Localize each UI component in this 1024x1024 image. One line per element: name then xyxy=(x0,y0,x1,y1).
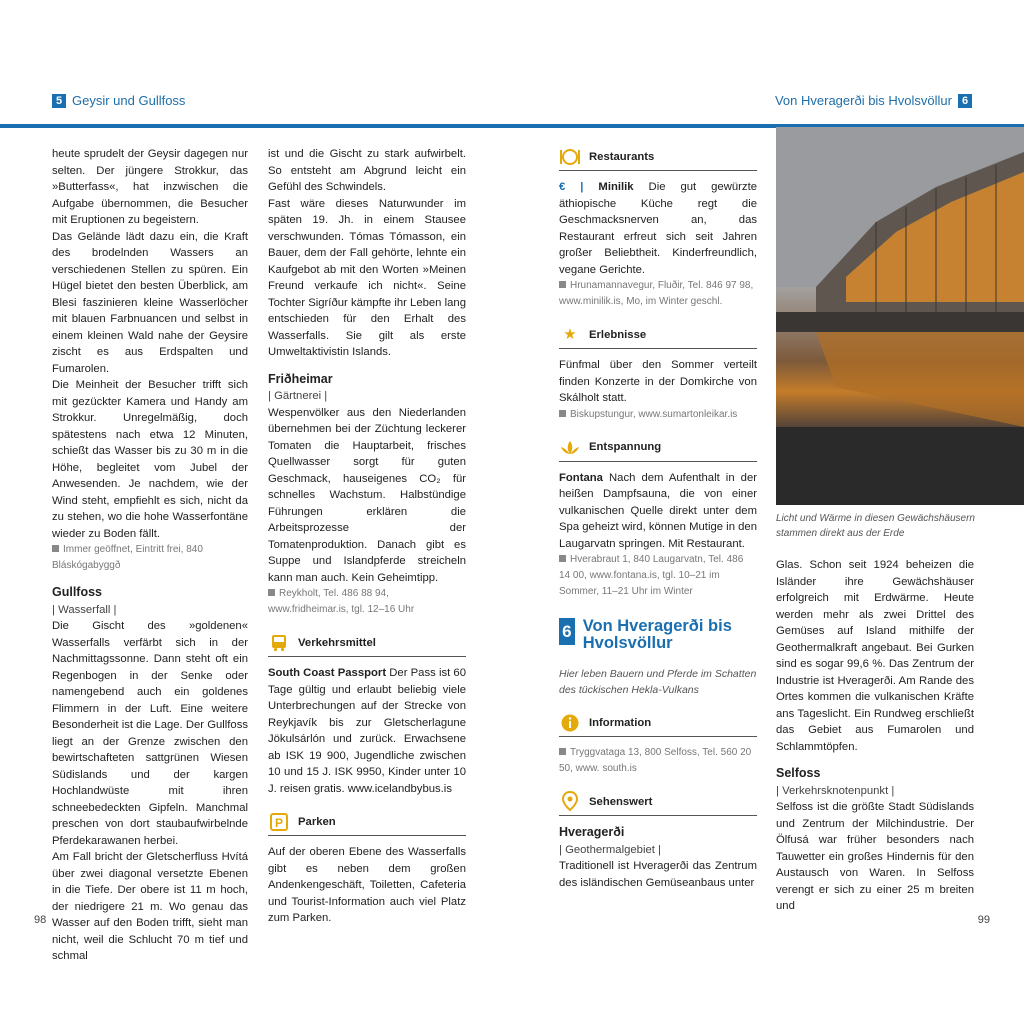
column-1 xyxy=(52,146,248,965)
subheading-hveragerdi: Hveragerði xyxy=(559,825,625,839)
subheading-gullfoss: Gullfoss xyxy=(52,585,103,599)
section-intro: Hier leben Bauern und Pferde im Schatten des tückischen Hekla-Vulkans xyxy=(559,668,757,696)
box-heading-transport: Verkehrsmittel xyxy=(268,632,466,657)
info-square-icon xyxy=(559,410,566,417)
paragraph: Am Fall bricht der Gletscherfluss Hvítá über zwei diagonal versetzte Ebenen in die Tiefe. Der obere ist 11 m hoch, der niedrigere 21 m. Wo genau das Wasser auf den Boden trifft, sieht man nicht, weil die Schlucht 70 m tief und schmal xyxy=(52,851,248,962)
column-3 xyxy=(559,146,757,891)
info-square-icon xyxy=(52,545,59,552)
box-heading-parking: P Parken xyxy=(268,811,466,836)
paragraph: Die Gischt des »goldenen« Wasserfalls verfärbt sich in der Nachmittagssonne. Dann steht oft ein Regenbogen in der Senke oder namengebend auch ein goldenes Flimmern in der Luft. Eine weitere Besonderheit ist die Lage. Der Gullfoss liegt an der Grenze zwischen den bewirtschafteten sattgrünen Wiesen Südislands und der kargen Hochlandwüste mit ihren schneebedeckten Gipfeln. Manchmal preschen von dort staubaufwirbelnde Pferdekarawanen herbei. xyxy=(52,620,248,847)
info-square-icon xyxy=(559,281,566,288)
greenhouse-photo xyxy=(776,127,1024,505)
category-tag: | Gärtnerei | xyxy=(268,390,328,402)
info-line: Biskupstungur, www.sumartonleikar.is xyxy=(559,407,757,423)
info-line: Hrunamannavegur, Fluðir, Tel. 846 97 98, www.minilik.is, Mo, im Winter geschl. xyxy=(559,280,754,307)
column-4 xyxy=(776,557,974,915)
chapter-title-right: Von Hveragerði bis Hvolsvöllur xyxy=(774,93,952,108)
parking-icon xyxy=(268,811,290,833)
paragraph: Selfoss ist die größte Stadt Südislands und Zentrum der Milchindustrie. Der Ölfusá war früher besonders nach Tauwetter ein großes Hindernis für den Austausch von Waren. In Selfoss verengt er sich zu einer 25 m breiten und xyxy=(776,801,974,912)
category-tag: | Verkehrsknotenpunkt | xyxy=(776,784,895,797)
info-square-icon xyxy=(559,748,566,755)
column-2 xyxy=(268,146,466,927)
box-heading-restaurants: Restaurants xyxy=(559,146,757,171)
running-header-right xyxy=(775,93,972,108)
star-icon: ★ xyxy=(563,325,577,343)
info-line: Hverabraut 1, 840 Laugarvatn, Tel. 486 14 00, www.fontana.is, tgl. 10–21 im Sommer, 11–21 Uhr im Winter xyxy=(559,554,744,597)
box-heading-experiences: ★ Erlebnisse xyxy=(559,324,757,349)
paragraph: South Coast Passport Der Pass ist 60 Tage gültig und erlaubt beliebig viele Unterbrechungen auf der Strecke von Reykjavík bis zur Gletscherlagune Jökulsárlón und zurück. Erwachsene ab ISK 19 900, Jugendliche zwischen 10 und 15 J. ISK 9950, Kinder unter 10 J. reisen gratis. www.icelandbybus.is xyxy=(268,667,466,795)
box-heading-sights: Sehenswert xyxy=(559,791,757,816)
lotus-icon xyxy=(559,437,581,459)
box-heading-relaxation: Entspannung xyxy=(559,437,757,462)
info-line: Immer geöffnet, Eintritt frei, 840 Bláskógabyggð xyxy=(52,544,203,571)
page-number-left: 98 xyxy=(34,914,47,926)
running-header-left xyxy=(52,93,185,108)
map-pin-icon xyxy=(559,791,581,813)
chapter-number-left: 5 xyxy=(52,94,66,108)
info-line: Tryggvatagа 13, 800 Selfoss, Tel. 560 20 50, www. south.is xyxy=(559,747,752,774)
svg-text:P: P xyxy=(274,816,284,830)
info-line: Reykholt, Tel. 486 88 94, www.fridheimar.is, tgl. 12–16 Uhr xyxy=(268,588,415,615)
subheading-selfoss: Selfoss xyxy=(776,766,821,780)
paragraph: € | Minilik Die gut gewürzte äthiopische Küche regt die Geschmacksnerven an, das Restaurant erfreut sich seit Jahren großer Beliebtheit. Kinderfreundlich, vegane Gerichte. xyxy=(559,181,757,276)
paragraph: ist und die Gischt zu stark aufwirbelt. So entsteht am Abgrund leicht ein Gefühl des Schwindels. xyxy=(268,148,466,193)
section-heading xyxy=(559,618,757,652)
paragraph: Fünfmal über den Sommer verteilt finden Konzerte in der Domkirche von Skálholt statt. xyxy=(559,359,757,404)
page-number-right: 99 xyxy=(977,914,990,926)
paragraph: Fontana Nach dem Aufenthalt in der heißen Dampfsauna, die von einer vulkanischen Quelle direkt unter dem Spa geheizt wird, können Mutige in den Laugarvatn springen. Mit Restaurant. xyxy=(559,471,757,550)
info-icon xyxy=(559,712,581,734)
info-square-icon xyxy=(559,555,566,562)
category-tag: | Wasserfall | xyxy=(52,603,117,616)
section-number: 6 xyxy=(559,618,575,645)
fork-plate-icon xyxy=(559,146,581,168)
paragraph: Glas. Schon seit 1924 beheizen die Isländer ihre Gewächshäuser erfolgreich mit Erdwärme. Heute werden mehr als zwei Drittel des Gemüses auf Island mithilfe der Geothermalkraft angebaut. Bei Gurken sind es sogar 99,6 %. Das Zentrum der Industrie ist Hveragerði. Am Rande des Ortes kommen die vulkanischen Kräfte ans Tageslicht. Ein Rundweg erschließt das Gebiet aus Fumarolen und Schlammtöpfen. xyxy=(776,559,974,753)
paragraph: Die Meinheit der Besucher trifft sich mit gezückter Kamera und Handy am Strokkur. Unregelmäßig, doch spätestens nach etwa 12 Minuten, schießt das Wasser bis zu 30 m in die Höhe, begleitet vom Jubel der Anwesenden. Je nachdem, wie der Wind steht, empfiehlt es sich, nicht da zu stehen, wo die hohe Wasserfontäne wieder zu Boden fällt. xyxy=(52,379,248,540)
photo-caption: Licht und Wärme in diesen Gewächshäusern stammen direkt aus der Erde xyxy=(776,513,975,539)
box-heading-information: Information xyxy=(559,712,757,737)
chapter-title-left: Geysir und Gullfoss xyxy=(72,93,186,108)
bus-icon xyxy=(268,632,290,654)
paragraph: Das Gelände lädt dazu ein, die Kraft des brodelnden Wassers an verschiedenen Stellen zu spüren. Ein Hügel bietet den besten Überblick, am Blesi faszinieren kleine Wasserlöcher mit blauen Farbnuancen und selbst in einem kleinen Wald nahe der Geysire zischt es aus Erdspalten und Fumarolen. xyxy=(52,230,248,375)
category-tag: | Geothermalgebiet | xyxy=(559,843,661,856)
chapter-number-right: 6 xyxy=(958,94,972,108)
paragraph: Fast wäre dieses Naturwunder im späten 19. Jh. in einem Stausee verschwunden. Tómas Tómasson, ein Bauer, dem der Fall gehörte, lehnte ein Kaufgebot ab mit den Worten »Meinen Freund verkaufe ich nicht«. Seine Tochter Sigríður kämpfte ihr Leben lang entschieden für den Erhalt des Wasserfalls. Sie gilt als erste Umweltaktivistin Islands. xyxy=(268,197,466,358)
paragraph: heute sprudelt der Geysir dagegen nur selten. Der jüngere Strokkur, das »Butterfass«, hat inzwischen die Aufgabe übernommen, die Besucher mit Eruptionen zu begeistern. xyxy=(52,148,248,226)
paragraph: Auf der oberen Ebene des Wasserfalls gibt es neben dem großen Andenkengeschäft, Toiletten, Cafeteria und Tourist-Information auch viel Platz zum Parken. xyxy=(268,846,466,924)
subheading-fridheimar: Friðheimar xyxy=(268,371,333,386)
paragraph: Wespenvölker aus den Niederlanden übernehmen bei der Züchtung leckerer Tomaten die Hauptarbeit, frisches Quellwasser sorgt für guten Geschmack, hauseigenes CO₂ für schnelles Wachstum. Halbstündige Führungen erklären die Arbeitsprozesse der Tomatenproduktion. Danach gibt es Suppe und Islandpferde streicheln kann man auch. Kein Geheimtipp. xyxy=(268,406,466,584)
section-title: Von Hveragerði bis Hvolsvöllur xyxy=(582,617,732,652)
info-square-icon xyxy=(268,589,275,596)
paragraph: Traditionell ist Hveragerði das Zentrum des isländischen Gemüseanbaus unter xyxy=(559,860,757,889)
